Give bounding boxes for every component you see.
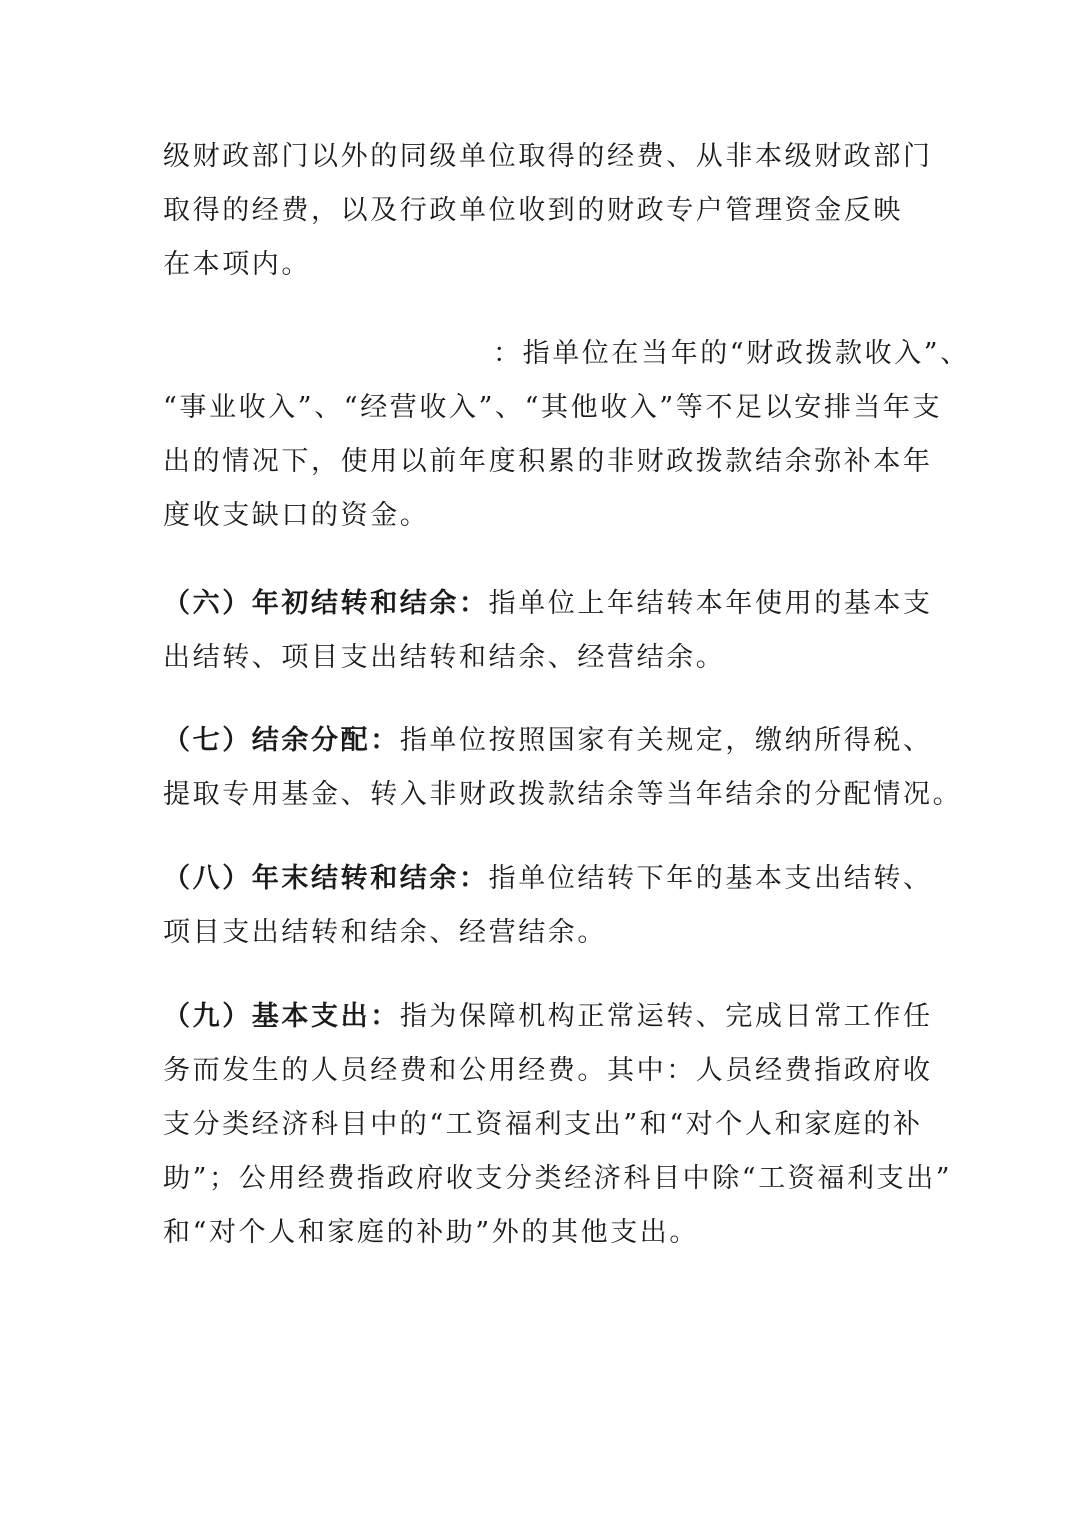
text-line: [163, 852, 933, 906]
text-line: 级财政部门以外的同级单位取得的经费、从非本级财政部门: [163, 141, 933, 172]
paragraph-surplus-use: [163, 327, 970, 543]
text-line: [163, 990, 933, 1044]
text-line: “事业收入”、“经营收入”、“其他收入”等不足以安排当年支: [163, 392, 943, 423]
term-heading: （六）年初结转和结余：: [163, 588, 489, 619]
paragraph-item-8: [163, 852, 933, 960]
text-line: 和“对个人和家庭的补助”外的其他支出。: [163, 1217, 700, 1248]
term-heading: （九）基本支出：: [163, 1001, 400, 1032]
line-text: ：指单位在当年的“财政拨款收入”、: [493, 338, 970, 369]
paragraph-item-9: [163, 990, 953, 1260]
text-line: [163, 714, 933, 768]
line-text: 指单位上年结转本年使用的基本支: [488, 588, 933, 619]
paragraph-income-continued: [163, 130, 933, 292]
text-line: 度收支缺口的资金。: [163, 500, 430, 531]
text-line: 出的情况下，使用以前年度积累的非财政拨款结余弥补本年: [163, 446, 933, 477]
term-heading: （七）结余分配：: [163, 725, 400, 756]
text-line: [163, 327, 970, 381]
text-line: 取得的经费，以及行政单位收到的财政专户管理资金反映: [163, 195, 903, 226]
text-line: 在本项内。: [163, 249, 311, 280]
text-line: 出结转、项目支出结转和结余、经营结余。: [163, 642, 726, 673]
text-line: 务而发生的人员经费和公用经费。其中：人员经费指政府收: [163, 1055, 933, 1086]
text-line: [163, 577, 933, 631]
text-line: 项目支出结转和结余、经营结余。: [163, 917, 607, 948]
paragraph-item-7: [163, 714, 963, 822]
term-heading: （八）年末结转和结余：: [163, 863, 489, 894]
text-line: 提取专用基金、转入非财政拨款结余等当年结余的分配情况。: [163, 779, 963, 810]
text-line: 助”；公用经费指政府收支分类经济科目中除“工资福利支出”: [163, 1163, 953, 1194]
line-text: 指单位结转下年的基本支出结转、: [488, 863, 933, 894]
paragraph-item-6: [163, 577, 933, 685]
line-text: 指为保障机构正常运转、完成日常工作任: [399, 1001, 933, 1032]
line-text: 指单位按照国家有关规定，缴纳所得税、: [399, 725, 933, 756]
text-line: 支分类经济科目中的“工资福利支出”和“对个人和家庭的补: [163, 1109, 923, 1140]
